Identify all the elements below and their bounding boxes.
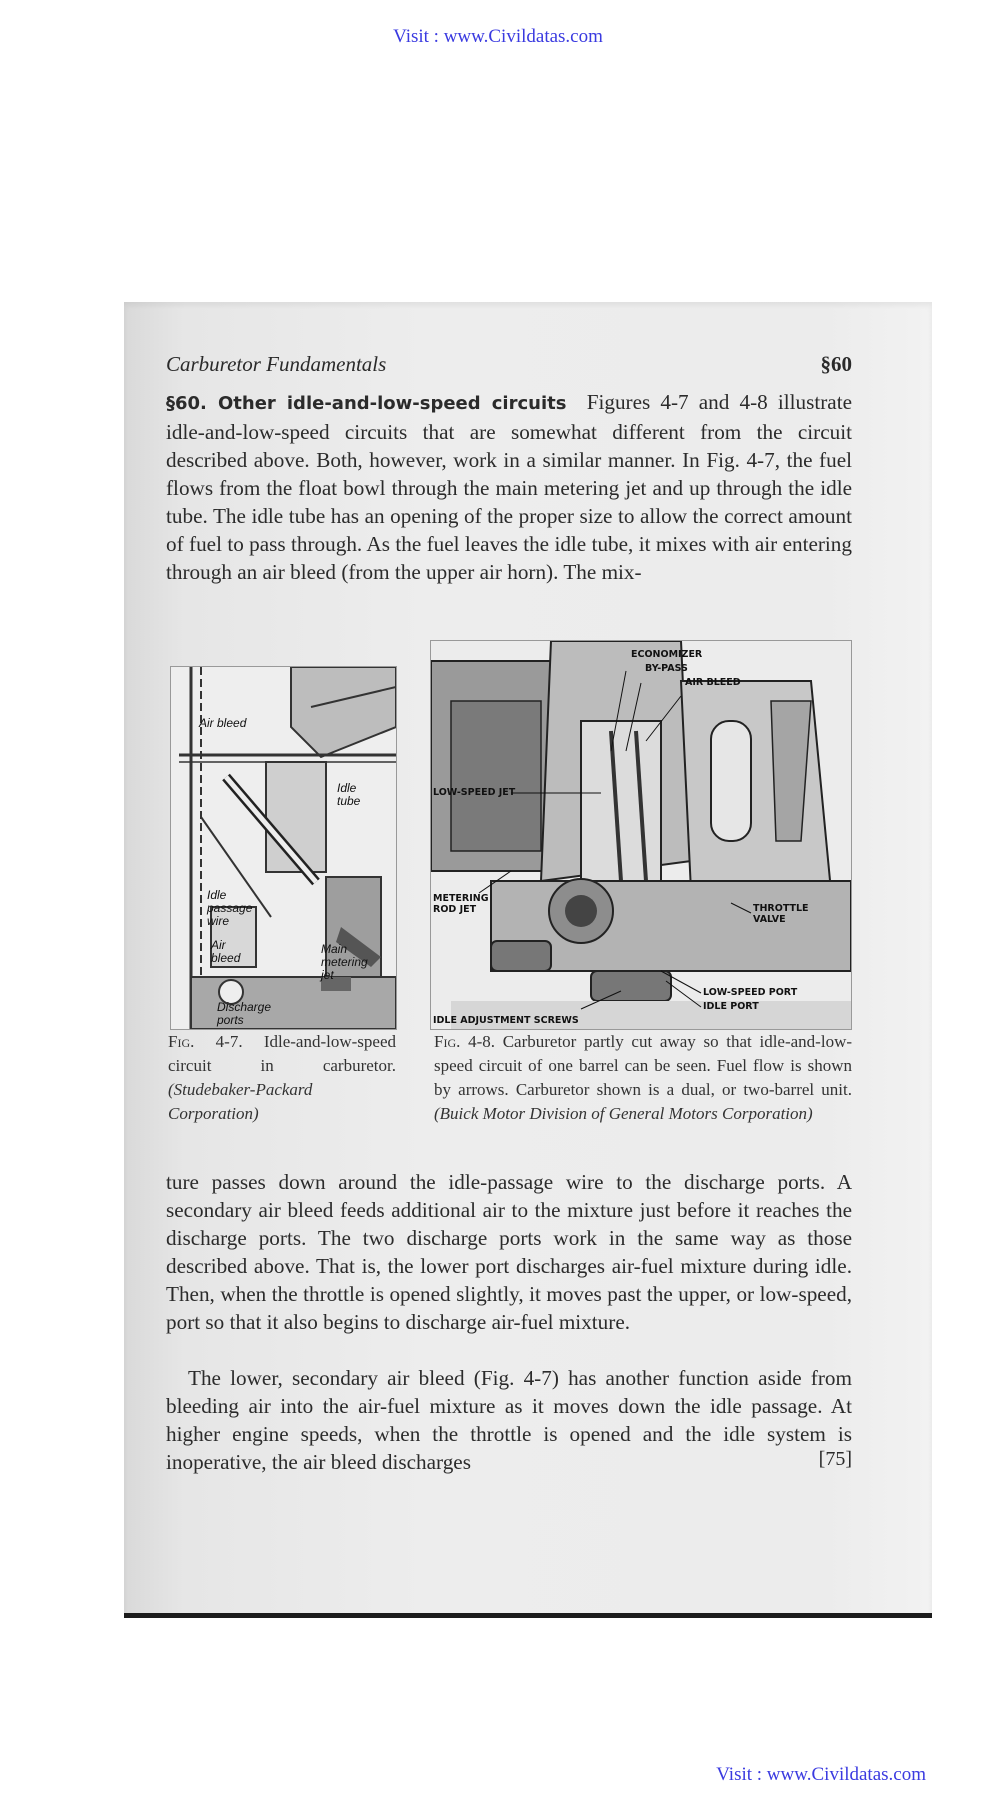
running-head-section: §60 bbox=[820, 352, 852, 376]
page-number: [75] bbox=[818, 1448, 852, 1470]
figure-4-8-diagram bbox=[430, 640, 852, 1030]
paragraph-1-text: Figures 4-7 and 4-8 illustrate idle-and-low-speed circuits that are somewhat different from the circuit described above. Both, however, work in a similar manner. In Fig. 4-7, the fuel flows from the float bowl through the main metering jet and up through the idle tube. The idle tube has an opening of the proper size to allow the correct amount of fuel to pass through. As the fuel leaves the idle tube, it mixes with air entering through an air bleed (from the upper air horn). The mix- bbox=[166, 390, 852, 584]
section-heading: §60. Other idle-and-low-speed circuits bbox=[166, 393, 567, 414]
figure-4-8-caption bbox=[434, 1030, 852, 1126]
figure-4-8-drawing bbox=[431, 641, 851, 1029]
body-paragraph-1 bbox=[166, 388, 852, 586]
fig8-label-low-speed-jet: LOW-SPEED JET bbox=[433, 787, 516, 798]
body-paragraph-3: The lower, secondary air bleed (Fig. 4-7) has another function aside from bleeding air into the air-fuel mixture as it moves down the idle passage. At higher engine speeds, when the throttle is opened and the idle system is inoperative, the air bleed discharges bbox=[166, 1366, 852, 1474]
running-head bbox=[166, 352, 852, 377]
caption-7-prefix: Fig. bbox=[168, 1032, 195, 1051]
fig8-label-low-speed-port: LOW-SPEED PORT bbox=[703, 987, 798, 998]
caption-8-credit: (Buick Motor Division of General Motors Corporation) bbox=[434, 1104, 813, 1123]
fig7-label-discharge-ports: Discharge ports bbox=[217, 1000, 272, 1027]
caption-7-credit: (Studebaker-Packard Corporation) bbox=[168, 1080, 313, 1123]
running-head-title: Carburetor Fundamentals bbox=[166, 352, 387, 376]
figure-4-7-caption bbox=[168, 1030, 396, 1126]
fig7-label-main-metering-jet: Main metering jet bbox=[321, 942, 368, 982]
fig8-label-economizer: ECONOMIZER bbox=[631, 649, 703, 660]
figure-4-7-diagram bbox=[170, 666, 397, 1030]
fig7-label-idle-passage-wire: Idle passage wire bbox=[207, 888, 253, 928]
fig8-label-throttle-valve: THROTTLE VALVE bbox=[753, 903, 809, 925]
fig8-label-by-pass: BY-PASS bbox=[645, 663, 688, 674]
caption-7-text: 4-7. Idle-and-low-speed circuit in carburetor. bbox=[168, 1032, 397, 1075]
fig7-label-air-bleed-secondary: Air bleed bbox=[211, 938, 241, 965]
fig8-label-metering-rod-jet: METERING ROD JET bbox=[433, 893, 489, 915]
fig8-label-idle-adjustment-screws: IDLE ADJUSTMENT SCREWS bbox=[433, 1015, 579, 1026]
fig7-label-air-bleed: Air bleed bbox=[199, 716, 247, 730]
watermark-link-bottom[interactable]: Visit : www.Civildatas.com bbox=[716, 1764, 926, 1785]
fig7-label-idle-tube: Idle tube bbox=[337, 781, 361, 808]
watermark-link-top[interactable]: Visit : www.Civildatas.com bbox=[393, 26, 603, 47]
caption-8-text: 4-8. Carburetor partly cut away so that idle-and-low-speed circuit of one barrel can be seen. Fuel flow is shown by arrows. Carburetor shown is a dual, or two-barrel unit. bbox=[434, 1032, 853, 1099]
fig8-label-idle-port: IDLE PORT bbox=[703, 1001, 759, 1012]
fig8-label-air-bleed: AIR BLEED bbox=[685, 677, 741, 688]
caption-8-prefix: Fig. bbox=[434, 1032, 461, 1051]
body-paragraph-2: ture passes down around the idle-passage wire to the discharge ports. A secondary air bleed feeds additional air to the mixture just before it reaches the discharge ports. The two discharge ports work in the same way as those described above. That is, the lower port discharges air-fuel mixture during idle. Then, when the throttle is opened slightly, it moves past the upper, or low-speed, port so that it also begins to discharge air-fuel mixture. bbox=[166, 1170, 852, 1334]
